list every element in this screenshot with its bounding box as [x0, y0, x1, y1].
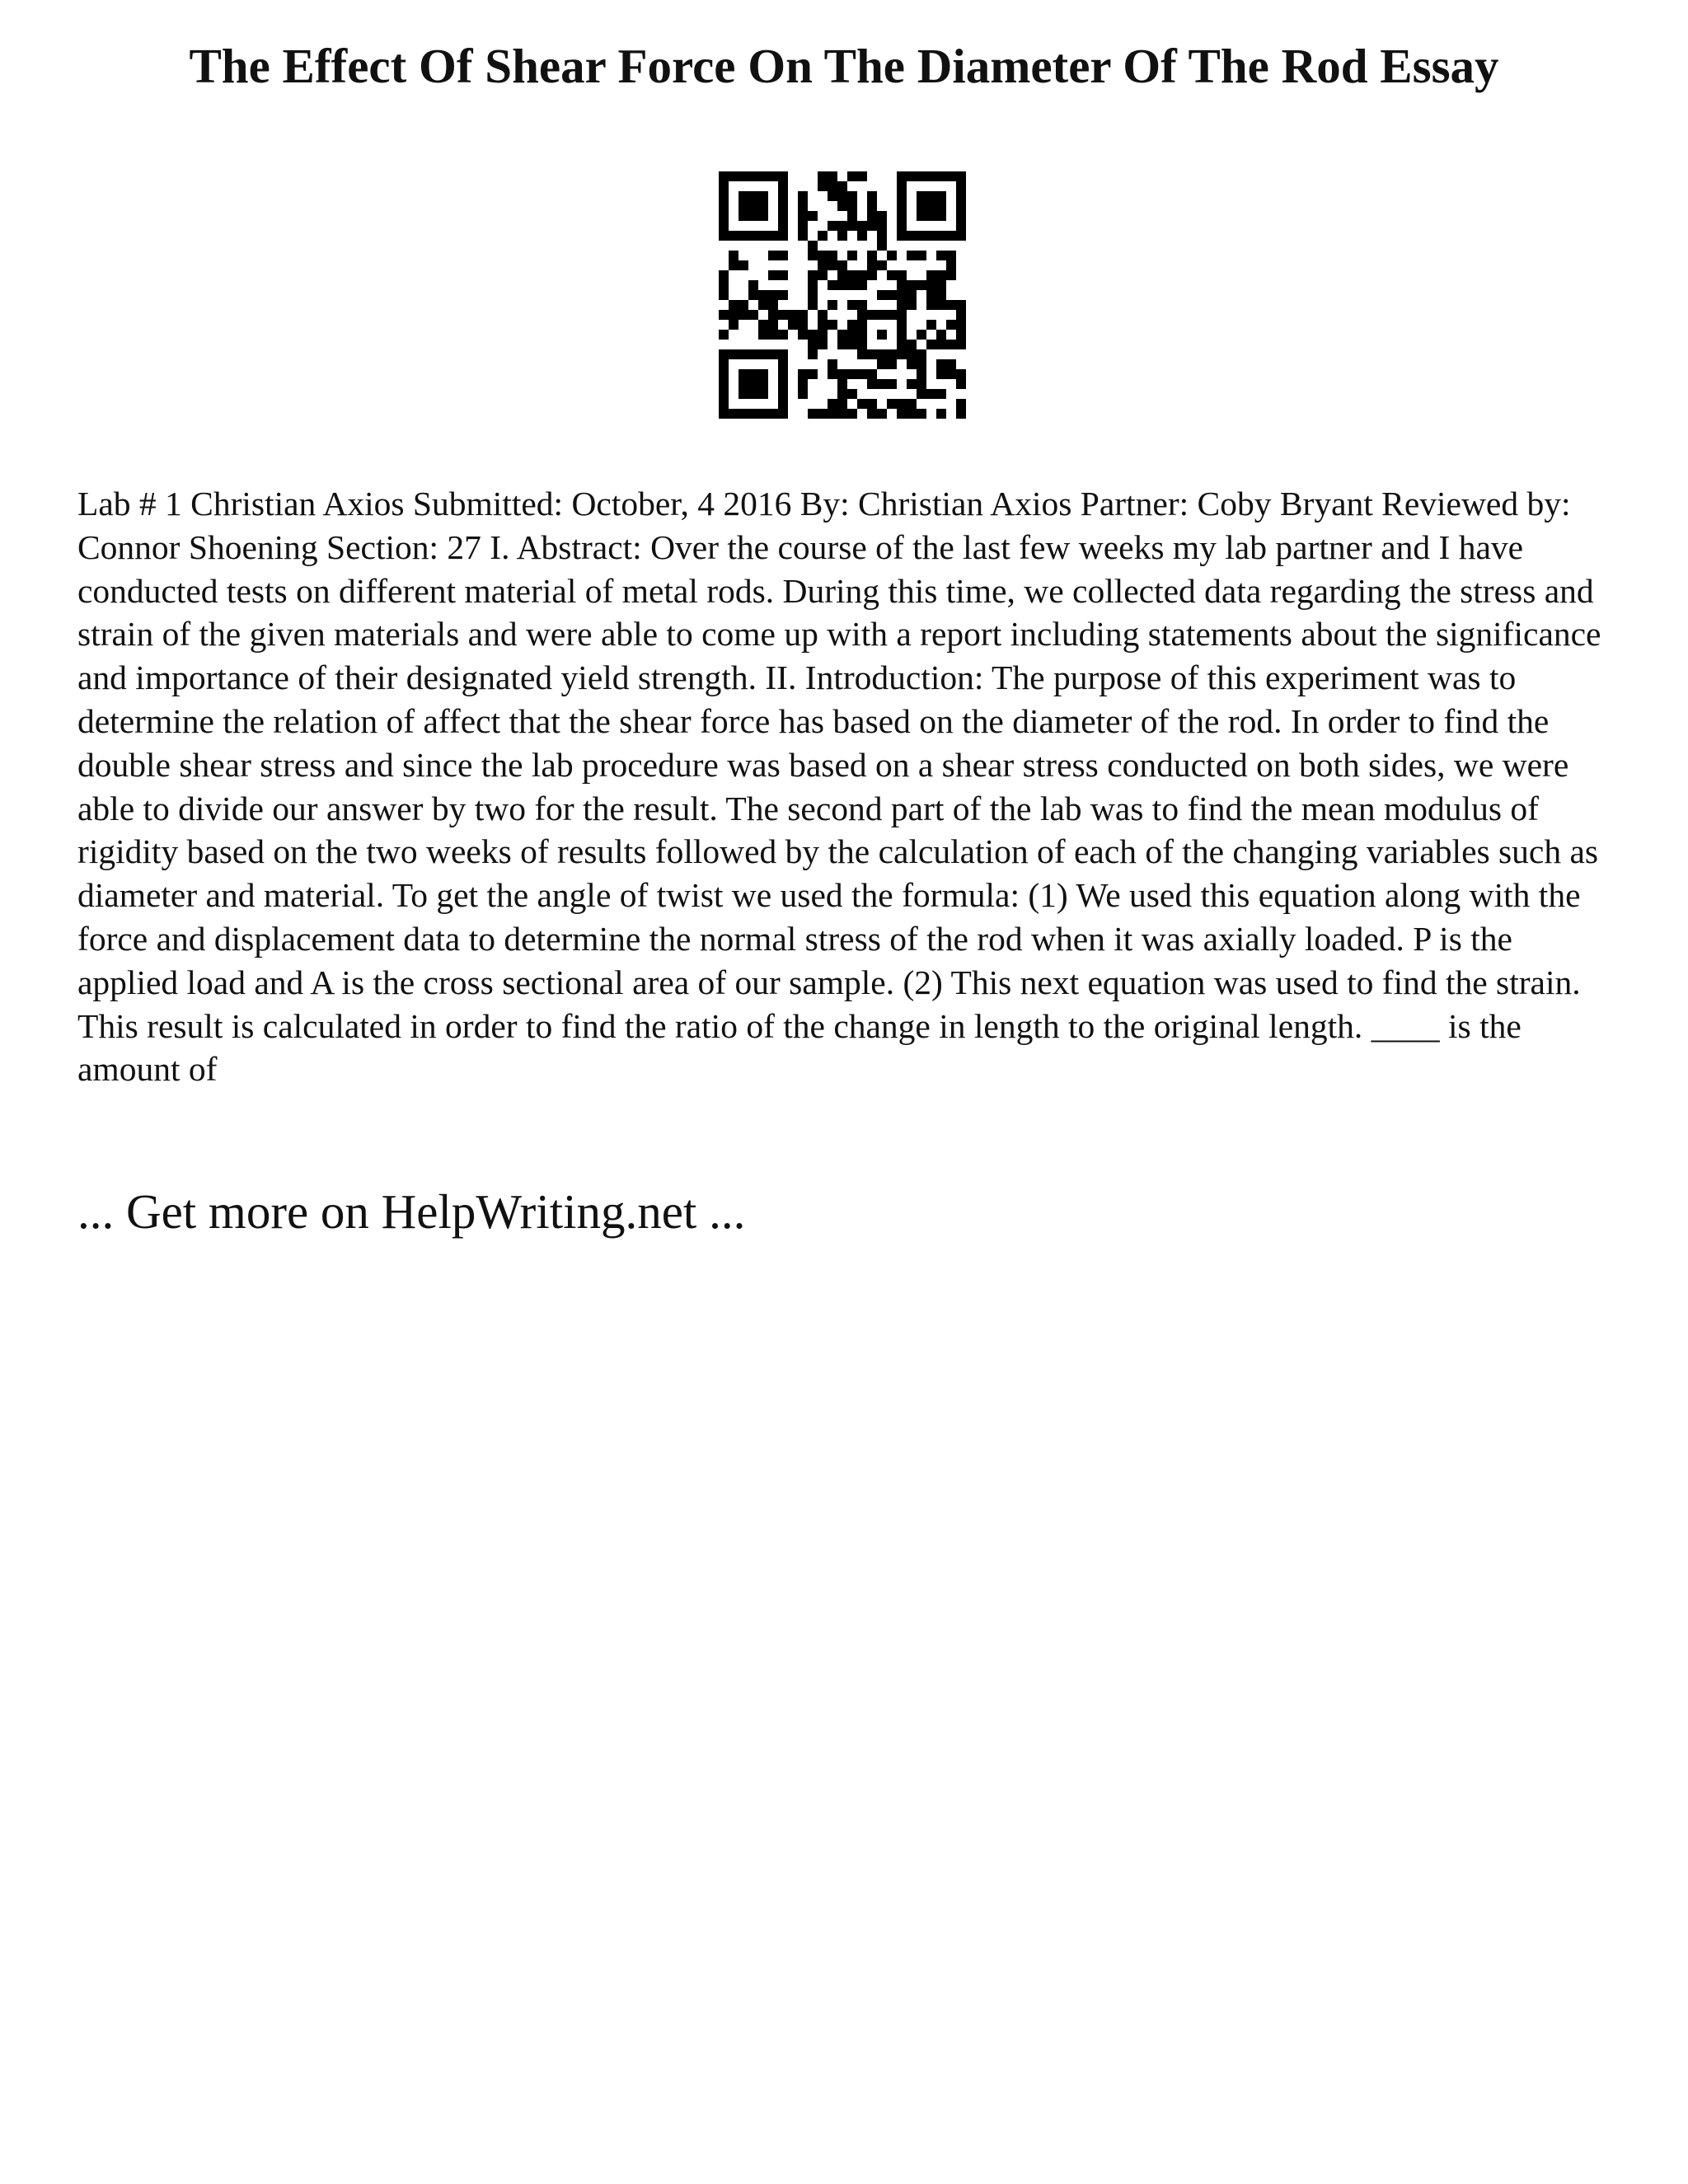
document-title: The Effect Of Shear Force On The Diameter Of The Rod Essay [189, 39, 1499, 93]
get-more-link[interactable]: ... Get more on HelpWriting.net ... [77, 1184, 746, 1239]
qr-code-icon [719, 171, 966, 419]
essay-excerpt: Lab # 1 Christian Axios Submitted: October, 4 2016 By: Christian Axios Partner: Coby Bryant Reviewed by: Connor Shoening Section: 27 I. Abstract: Over the course of the last few weeks my lab partner and I have conducted tests on different material of metal rods. During this time, we collected data regarding the stress and strain of the given materials and were able to come up with a report including statements about the significance and importance of their designated yield strength. II. Introduction: The purpose of this experiment was to determine the relation of affect that the shear force has based on the diameter of the rod. In order to find the double shear stress and since the lab procedure was based on a shear stress conducted on both sides, we were able to divide our answer by two for the result. The second part of the lab was to find the mean modulus of rigidity based on the two weeks of results followed by the calculation of each of the changing variables such as diameter and material. To get the angle of twist we used the formula: (1) We used this equation along with the force and displacement data to determine the normal stress of the rod when it was axially loaded. P is the applied load and A is the cross sectional area of our sample. (2) This next equation was used to find the strain. This result is calculated in order to find the ratio of the change in length to the original length. ____ is the amount of [77, 485, 1601, 1089]
